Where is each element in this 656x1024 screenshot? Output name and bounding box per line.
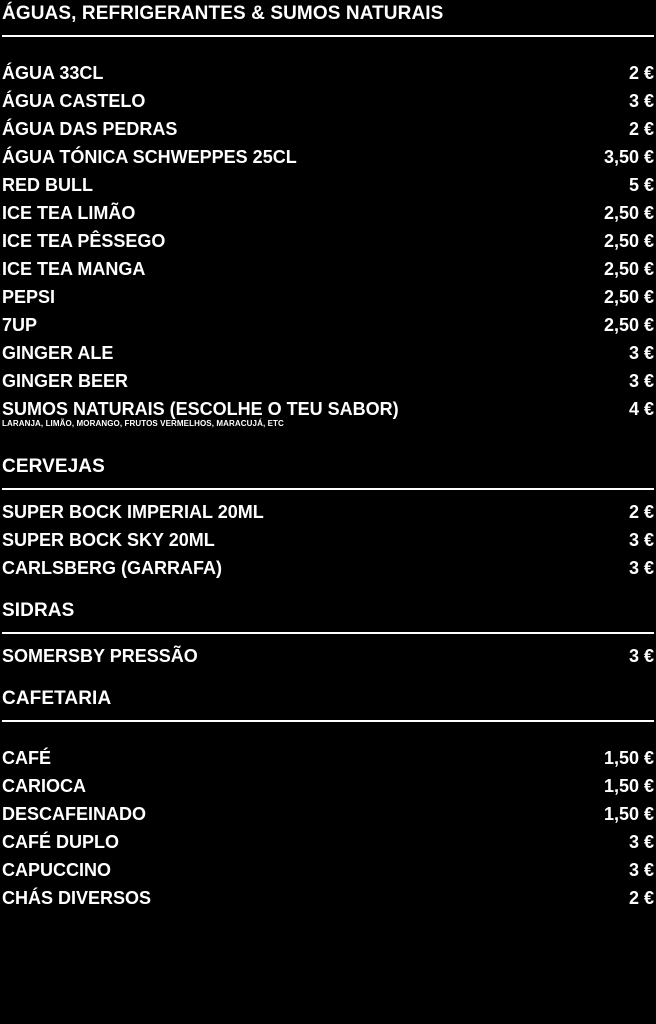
- item-price: 2 €: [628, 63, 654, 83]
- list-item: [2, 87, 654, 115]
- list-item: [2, 367, 654, 395]
- list-item: [2, 115, 654, 143]
- section-gap: [2, 430, 654, 456]
- item-name: GINGER BEER: [2, 371, 129, 391]
- item-name: GINGER ALE: [2, 343, 114, 363]
- item-price: 2,50 €: [603, 315, 654, 335]
- list-item: [2, 884, 654, 912]
- list-item: [2, 828, 654, 856]
- item-price: 3 €: [628, 646, 654, 666]
- list-item: [2, 59, 654, 87]
- item-name: CHÁS DIVERSOS: [2, 888, 152, 908]
- list-item: [2, 800, 654, 828]
- item-price: 3 €: [628, 343, 654, 363]
- list-item: [2, 772, 654, 800]
- item-name: ÁGUA TÓNICA SCHWEPPES 25CL: [2, 147, 297, 167]
- item-name: ICE TEA PÊSSEGO: [2, 231, 166, 251]
- section-title-cervejas: CERVEJAS: [2, 456, 105, 477]
- section-spacer: [2, 634, 654, 642]
- item-name: ÁGUA DAS PEDRAS: [2, 119, 178, 139]
- item-name: SOMERSBY PRESSÃO: [2, 646, 198, 666]
- list-item: [2, 311, 654, 339]
- section-items-sidras: [2, 642, 654, 670]
- list-item: [2, 199, 654, 227]
- item-price: 3 €: [628, 558, 654, 578]
- item-name: PEPSI: [2, 287, 56, 307]
- item-price: 2 €: [628, 502, 654, 522]
- item-description: LARANJA, LIMÃO, MORANGO, FRUTOS VERMELHOS, MARACUJÁ, ETC: [2, 419, 284, 428]
- item-name: SUPER BOCK SKY 20ML: [2, 530, 215, 550]
- section-spacer: [2, 37, 654, 59]
- list-item: [2, 227, 654, 255]
- item-price: 3 €: [628, 832, 654, 852]
- section-gap: [2, 582, 654, 600]
- item-name: 7UP: [2, 315, 38, 335]
- item-name: CAFÉ: [2, 748, 51, 768]
- item-price: 1,50 €: [603, 748, 654, 768]
- section-title-cafetaria: CAFETARIA: [2, 688, 112, 709]
- section-title-sidras: SIDRAS: [2, 600, 75, 621]
- section-title-aguas: ÁGUAS, REFRIGERANTES & SUMOS NATURAIS: [2, 3, 444, 24]
- list-item: [2, 283, 654, 311]
- item-price: 1,50 €: [603, 804, 654, 824]
- item-name: ICE TEA MANGA: [2, 259, 146, 279]
- list-item: [2, 526, 654, 554]
- section-items-aguas: [2, 59, 654, 428]
- item-price: 1,50 €: [603, 776, 654, 796]
- item-name: RED BULL: [2, 175, 93, 195]
- list-item: [2, 642, 654, 670]
- section-gap: [2, 670, 654, 688]
- item-name: CARLSBERG (GARRAFA): [2, 558, 222, 578]
- section-spacer: [2, 722, 654, 744]
- item-price: 2,50 €: [603, 259, 654, 279]
- list-item: [2, 744, 654, 772]
- item-price: 3 €: [628, 530, 654, 550]
- section-items-cafetaria: [2, 744, 654, 912]
- item-price: 2 €: [628, 888, 654, 908]
- list-item: [2, 554, 654, 582]
- item-name: CAPUCCINO: [2, 860, 112, 880]
- item-price: 2 €: [628, 119, 654, 139]
- item-price: 3 €: [628, 371, 654, 391]
- item-name: ÁGUA CASTELO: [2, 91, 146, 111]
- list-item: [2, 255, 654, 283]
- list-item: [2, 339, 654, 367]
- item-price: 3 €: [628, 91, 654, 111]
- item-price: 4 €: [628, 399, 654, 419]
- item-name: CARIOCA: [2, 776, 86, 796]
- section-items-cervejas: [2, 498, 654, 582]
- item-name: ICE TEA LIMÃO: [2, 203, 136, 223]
- item-price: 3 €: [628, 860, 654, 880]
- section-spacer: [2, 490, 654, 498]
- item-price: 3,50 €: [603, 147, 654, 167]
- item-price: 5 €: [628, 175, 654, 195]
- item-price: 2,50 €: [603, 231, 654, 251]
- item-name: ÁGUA 33CL: [2, 63, 104, 83]
- item-name: SUMOS NATURAIS (ESCOLHE O TEU SABOR): [2, 399, 399, 419]
- item-name: CAFÉ DUPLO: [2, 832, 119, 852]
- list-item: [2, 498, 654, 526]
- list-item: [2, 171, 654, 199]
- item-price: 2,50 €: [603, 203, 654, 223]
- list-item: [2, 143, 654, 171]
- list-item: [2, 856, 654, 884]
- item-price: 2,50 €: [603, 287, 654, 307]
- item-name: DESCAFEINADO: [2, 804, 147, 824]
- item-name: SUPER BOCK IMPERIAL 20ML: [2, 502, 264, 522]
